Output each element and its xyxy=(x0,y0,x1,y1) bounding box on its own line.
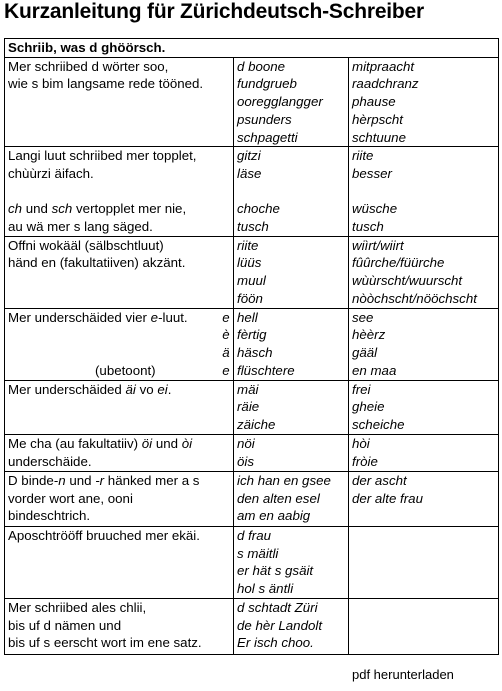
example-cell xyxy=(349,434,499,471)
example-word: am en aabig xyxy=(237,508,311,524)
example-word: nòòchscht/nööchscht xyxy=(352,290,477,306)
table-row xyxy=(5,236,499,308)
rule-text: chùùrzi äifach. xyxy=(8,165,94,181)
example-word: er hät s gsäit xyxy=(237,563,314,579)
example-word: fundgrueb xyxy=(237,76,297,92)
rule-cell xyxy=(5,236,234,308)
example-word: mitpraacht xyxy=(352,58,415,74)
rule-cell xyxy=(5,380,234,434)
rule-emphasis: ch xyxy=(8,201,23,217)
example-word: d frau xyxy=(237,527,272,543)
table-row xyxy=(5,526,499,598)
example-cell xyxy=(349,308,499,380)
example-word: Er isch choo. xyxy=(237,635,314,651)
example-word: hòi xyxy=(352,435,370,451)
example-word: ich han en gsee xyxy=(237,472,331,488)
example-cell xyxy=(234,526,349,598)
rule-text: und xyxy=(22,201,52,217)
example-word: de hèr Landolt xyxy=(237,617,323,633)
example-word: raadchranz xyxy=(352,76,419,92)
example-word: frei xyxy=(352,381,371,397)
example-cell xyxy=(234,598,349,654)
rule-text: Mer schriibed ales chlii, xyxy=(8,599,147,615)
rule-text xyxy=(8,200,233,218)
rule-emphasis: -r xyxy=(95,472,105,488)
example-word: mäi xyxy=(237,381,259,397)
example-word: fròie xyxy=(352,453,378,469)
example-word: hol s äntli xyxy=(237,580,294,596)
rule-emphasis: e xyxy=(150,309,159,325)
example-word: tusch xyxy=(237,219,269,235)
example-word: scheiche xyxy=(352,417,405,433)
rule-text xyxy=(8,309,219,327)
rule-text: hänked mer a s xyxy=(104,472,200,488)
rule-text xyxy=(8,472,233,490)
rule-cell xyxy=(5,147,234,237)
table-row xyxy=(5,57,499,147)
example-word: fûûrche/füürche xyxy=(352,255,445,271)
example-word: d schtadt Züri xyxy=(237,599,318,615)
vowel-marker: ä xyxy=(222,345,230,361)
example-cell xyxy=(234,380,349,434)
table-row xyxy=(5,380,499,434)
example-cell xyxy=(349,57,499,147)
rule-text xyxy=(8,381,233,399)
example-word: d boone xyxy=(237,58,286,74)
example-cell xyxy=(349,526,499,598)
example-cell xyxy=(349,147,499,237)
rule-emphasis: ei xyxy=(157,381,168,397)
table-row xyxy=(5,308,499,380)
rule-text: Offni wokääl (sälbschtluut) xyxy=(8,237,164,253)
rule-text: vertopplet mer nie, xyxy=(72,201,187,217)
rule-text: -luut. xyxy=(158,309,188,325)
rule-text: D binde- xyxy=(8,472,59,488)
rule-text: bis uf s eerscht wort im ene satz. xyxy=(8,635,202,651)
example-cell xyxy=(234,57,349,147)
rule-cell xyxy=(5,598,234,654)
rule-text: . xyxy=(167,381,172,397)
example-word: phause xyxy=(352,94,396,110)
rule-emphasis: òi xyxy=(181,435,193,451)
example-word: en maa xyxy=(352,362,397,378)
rule-emphasis: äi xyxy=(125,381,136,397)
example-word: schtuune xyxy=(352,129,406,145)
rule-text: Langi luut schriibed mer topplet, xyxy=(8,148,197,164)
table-row xyxy=(5,598,499,654)
rule-cell xyxy=(5,471,234,526)
example-cell xyxy=(349,598,499,654)
example-cell xyxy=(234,308,349,380)
rule-text: Mer underschäided vier xyxy=(8,309,151,325)
rule-text: (ubetoont) xyxy=(95,362,156,378)
table-row xyxy=(5,434,499,471)
example-word: ooregglangger xyxy=(237,94,323,110)
example-word: choche xyxy=(237,201,280,217)
example-word: räie xyxy=(237,399,260,415)
rule-cell xyxy=(5,57,234,147)
rule-text: händ en (fakultatiiven) akzänt. xyxy=(8,255,186,271)
rule-text: und xyxy=(152,435,182,451)
example-word: riite xyxy=(352,148,374,164)
example-word: zäiche xyxy=(237,417,276,433)
vowel-marker: e xyxy=(222,362,230,378)
vowel-marker: è xyxy=(222,327,230,343)
rule-cell xyxy=(5,526,234,598)
rule-text: vo xyxy=(135,381,158,397)
example-word: nöi xyxy=(237,435,255,451)
example-word: hèrpscht xyxy=(352,111,403,127)
example-word: s mäitli xyxy=(237,545,279,561)
rule-text: Mer underschäided xyxy=(8,381,126,397)
rule-cell xyxy=(5,434,234,471)
table-header-row xyxy=(5,39,499,58)
page-title: Kurzanleitung für Zürichdeutsch-Schreiber xyxy=(4,0,425,23)
example-word: see xyxy=(352,309,374,325)
rule-text: und xyxy=(65,472,96,488)
rule-text: Mer schriibed d wörter soo, xyxy=(8,58,169,74)
rule-cell xyxy=(5,308,234,380)
rule-text xyxy=(8,435,233,453)
rule-text: bis uf d nämen und xyxy=(8,617,122,633)
pdf-download-link[interactable]: pdf herunterladen xyxy=(352,667,454,682)
table-header: Schriib, was d ghöörsch. xyxy=(5,39,499,58)
rule-text: wie s bim langsame rede tööned. xyxy=(8,76,204,92)
example-word: hèèrz xyxy=(352,327,386,343)
example-word: hell xyxy=(237,309,258,325)
example-word: schpagetti xyxy=(237,129,298,145)
example-word: gääl xyxy=(352,345,378,361)
example-word: fèrtig xyxy=(237,327,267,343)
example-word: öis xyxy=(237,453,254,469)
example-cell xyxy=(234,471,349,526)
rule-text: Aposchtrööff bruuched mer ekäi. xyxy=(8,527,200,543)
example-word: häsch xyxy=(237,345,273,361)
example-cell xyxy=(234,434,349,471)
example-word: wiìrt/wiirt xyxy=(352,237,404,253)
table-row xyxy=(5,147,499,237)
rule-text: underschäide. xyxy=(8,453,92,469)
example-word: läse xyxy=(237,165,262,181)
example-word: flüschtere xyxy=(237,362,295,378)
example-word: psunders xyxy=(237,111,292,127)
example-word: muul xyxy=(237,273,266,289)
rule-text: Me cha (au fakultatiiv) xyxy=(8,435,142,451)
example-cell xyxy=(349,380,499,434)
vowel-marker: e xyxy=(222,309,230,325)
table-row xyxy=(5,471,499,526)
rule-emphasis: sch xyxy=(51,201,73,217)
rule-text: au wä mer s lang säged. xyxy=(8,219,153,235)
rule-text: vorder wort ane, ooni xyxy=(8,490,133,506)
example-word: wüsche xyxy=(352,201,398,217)
rule-emphasis: öi xyxy=(141,435,153,451)
example-word: der ascht xyxy=(352,472,407,488)
example-word: gitzi xyxy=(237,148,261,164)
example-word: wùùrscht/wuurscht xyxy=(352,273,463,289)
example-word: den alten esel xyxy=(237,490,320,506)
example-word: gheie xyxy=(352,399,385,415)
example-cell xyxy=(349,471,499,526)
example-word: föön xyxy=(237,290,263,306)
guide-table xyxy=(4,38,499,655)
example-word: lüüs xyxy=(237,255,262,271)
example-cell xyxy=(234,147,349,237)
example-word: besser xyxy=(352,165,392,181)
example-word: tusch xyxy=(352,219,384,235)
example-cell xyxy=(234,236,349,308)
example-word: der alte frau xyxy=(352,490,423,506)
example-cell xyxy=(349,236,499,308)
example-word: riite xyxy=(237,237,259,253)
rule-text: bindeschtrich. xyxy=(8,508,91,524)
rule-emphasis: n xyxy=(58,472,66,488)
